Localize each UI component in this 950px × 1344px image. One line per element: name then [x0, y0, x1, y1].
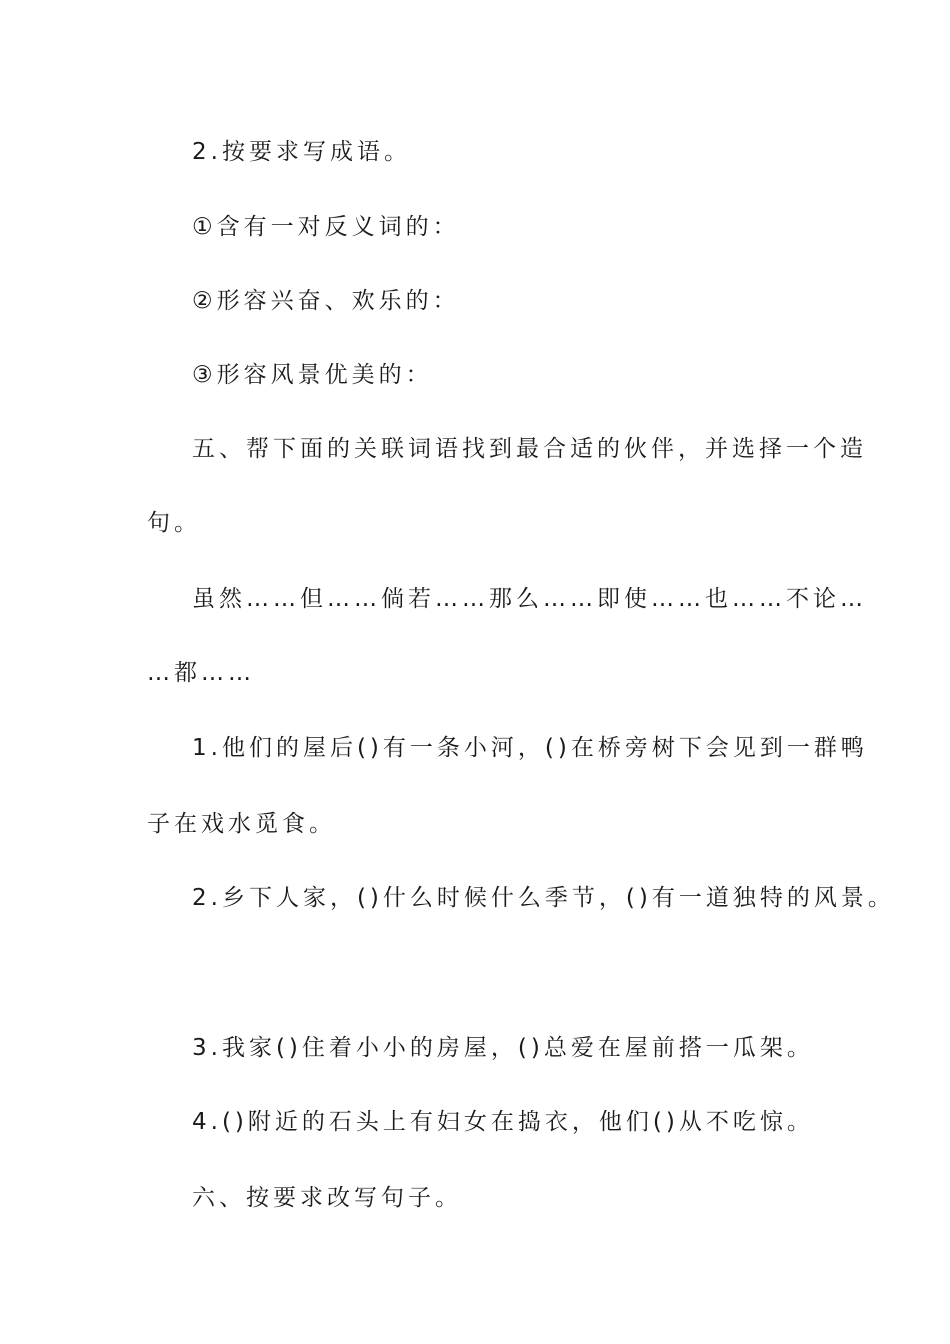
- section-6-heading: 六、按要求改写句子。: [192, 1185, 462, 1211]
- sentence-2: 2.乡下人家，()什么时候什么季节，()有一道独特的风景。: [192, 885, 895, 911]
- item-excited-idiom: ②形容兴奋、欢乐的：: [192, 288, 460, 314]
- item-antonym-idiom: ①含有一对反义词的：: [192, 214, 460, 240]
- conjunction-list: 虽然……但……倘若……那么……即使……也……不论…: [192, 586, 867, 612]
- sentence-1-continued: 子在戏水觅食。: [147, 811, 336, 837]
- sentence-3: 3.我家()住着小小的房屋，()总爱在屋前搭一瓜架。: [192, 1035, 814, 1061]
- sentence-1: 1.他们的屋后()有一条小河，()在桥旁树下会见到一群鸭: [192, 735, 868, 761]
- sentence-4: 4.()附近的石头上有妇女在捣衣，他们()从不吃惊。: [192, 1109, 814, 1135]
- section-5-heading-continued: 句。: [147, 510, 201, 536]
- conjunction-list-continued: …都……: [147, 660, 255, 686]
- question-2-heading: 2.按要求写成语。: [192, 139, 411, 165]
- section-5-heading: 五、帮下面的关联词语找到最合适的伙伴，并选择一个造: [192, 436, 867, 462]
- item-scenery-idiom: ③形容风景优美的：: [192, 362, 433, 388]
